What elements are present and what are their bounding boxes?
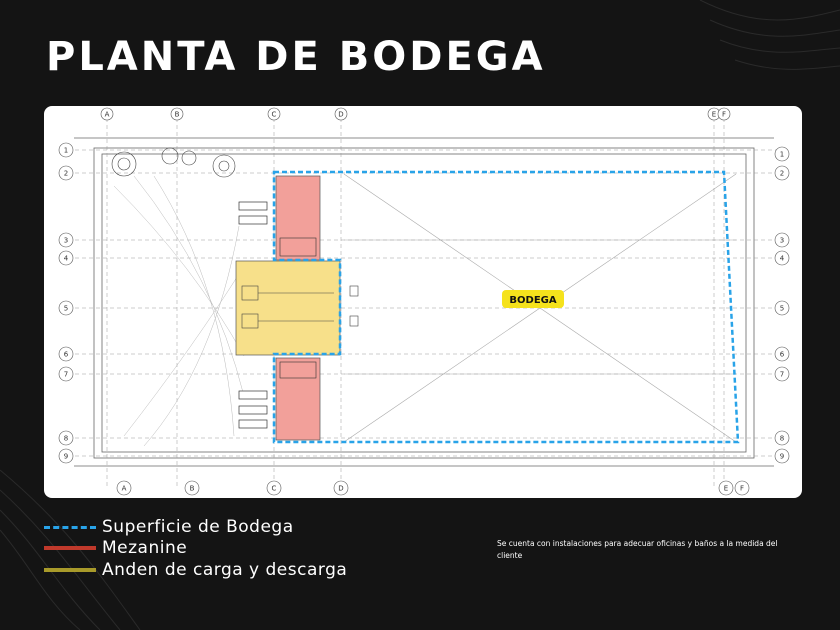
grid-label-left-6: 6 <box>63 350 69 359</box>
grid-label-left-8: 8 <box>63 434 69 443</box>
trees <box>112 148 235 177</box>
legend-item-anden <box>44 560 374 580</box>
grid-label-left-2: 2 <box>63 169 69 178</box>
grid-label-right-9: 9 <box>779 452 785 461</box>
legend-label-mezanine: Mezanine <box>102 538 188 558</box>
grid-label-top-f: F <box>721 110 727 119</box>
floor-plan-drawing <box>44 106 802 498</box>
mezanine-south <box>276 358 320 440</box>
legend-item-bodega <box>44 517 374 537</box>
grid-label-top-c: C <box>271 110 277 119</box>
installations-note: Se cuenta con instalaciones para adecuar oficinas y baños a la medida del cliente <box>497 539 778 560</box>
grid-label-bottom-a: A <box>121 484 127 493</box>
legend-item-mezanine <box>44 538 374 558</box>
grid-label-right-7: 7 <box>779 370 785 379</box>
grid-label-right-8: 8 <box>779 434 785 443</box>
grid-label-right-5: 5 <box>779 304 785 313</box>
legend-label-bodega: Superficie de Bodega <box>102 517 294 537</box>
grid-label-bottom-c: C <box>271 484 277 493</box>
grid-label-right-1: 1 <box>779 150 785 159</box>
legend-swatch-bodega <box>44 526 96 529</box>
grid-label-top-a: A <box>104 110 110 119</box>
anden-carga <box>236 261 340 355</box>
grid-label-right-4: 4 <box>779 254 785 263</box>
floor-plan <box>44 106 802 498</box>
grid-label-bottom-e: E <box>723 484 729 493</box>
grid-label-right-3: 3 <box>779 236 785 245</box>
mezanine-north <box>276 176 320 260</box>
grid-label-left-1: 1 <box>63 146 69 155</box>
grid-label-left-5: 5 <box>63 304 69 313</box>
grid-label-bottom-f: F <box>739 484 745 493</box>
legend-swatch-mezanine <box>44 546 96 550</box>
grid-label-top-d: D <box>338 110 344 119</box>
grid-label-top-b: B <box>174 110 180 119</box>
grid-label-left-9: 9 <box>63 452 69 461</box>
page-title: PLANTA DE BODEGA <box>46 34 546 80</box>
grid-label-bottom-b: B <box>189 484 195 493</box>
grid-label-left-4: 4 <box>63 254 69 263</box>
grid-label-left-3: 3 <box>63 236 69 245</box>
grid-label-top-e: E <box>711 110 717 119</box>
legend-label-anden: Anden de carga y descarga <box>102 560 348 580</box>
grid-label-bottom-d: D <box>338 484 344 493</box>
bodega-label: BODEGA <box>509 295 557 306</box>
legend-swatch-anden <box>44 568 96 572</box>
grid-label-right-6: 6 <box>779 350 785 359</box>
grid-label-right-2: 2 <box>779 169 785 178</box>
grid-label-left-7: 7 <box>63 370 69 379</box>
